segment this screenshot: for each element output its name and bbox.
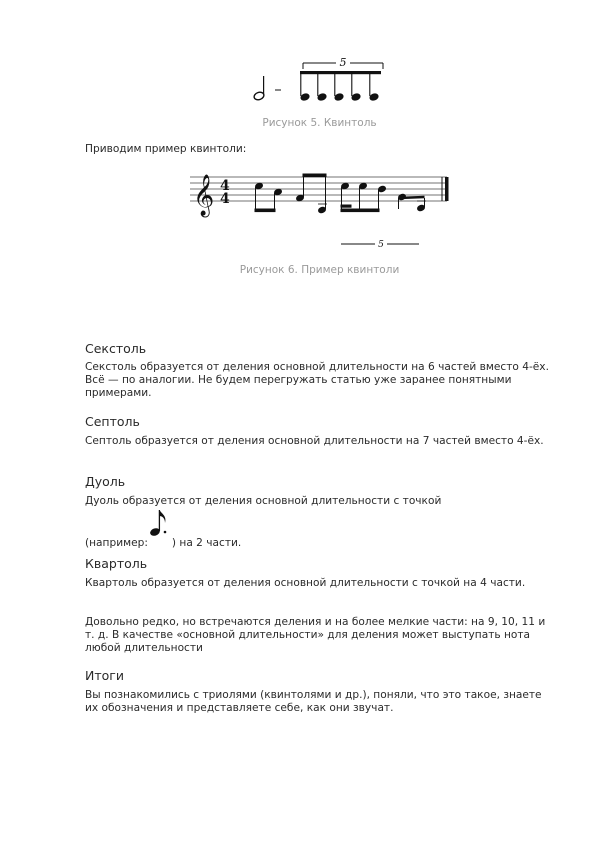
tuplet-number: 5 [339,56,347,69]
svg-text:4: 4 [220,178,230,194]
figure-6-caption: Рисунок 6. Пример квинтоли [239,264,400,276]
staff-example-image [185,164,460,256]
paragraph-duplet: Дуоль образуется от деления основной длительности с точкой [85,495,442,507]
treble-clef-icon: 𝄞 [193,175,215,216]
paragraph-summary: Вы познакомились с триолями (квинтолями и др.), поняли, что это такое, знаете их обозначения и представляете себе, как они звучат. [85,689,542,715]
intro-text: Приводим пример квинтоли: [85,143,247,155]
duplet-example-suffix: ) на 2 части. [171,537,242,549]
heading-quadruplet: Квартоль [85,556,148,571]
figure-5-caption: Рисунок 5. Квинтоль [262,117,377,129]
heading-duplet: Дуоль [85,474,126,489]
quintuplet-notation-image [245,52,395,112]
paragraph-smaller-divisions: Довольно редко, но встречаются деления и на более мелкие части: на 9, 10, 11 и т. д. В качестве «основной длительности» для деления может выступать нота любой длительности [85,616,546,655]
dotted-eighth-note-icon [149,508,171,543]
paragraph-duplet-example [85,508,555,549]
svg-text:4: 4 [220,191,230,207]
paragraph-quadruplet: Квартоль образуется от деления основной длительности с точкой на 4 части. [85,577,526,589]
figure-6-staff-example [185,164,460,256]
duplet-example-prefix: (например: [85,537,148,549]
heading-summary: Итоги [85,668,124,683]
paragraph-sextuplet: Секстоль образуется от деления основной длительности на 6 частей вместо 4-ёх. Всё — по аналогии. Не будем перегружать статью уже заранее понятными примерами. [85,361,549,400]
figure-5-quintuplet [245,52,395,112]
tuplet-number-fig6: 5 [378,240,384,250]
heading-septuplet: Септоль [85,414,140,429]
heading-sextuplet: Секстоль [85,341,147,356]
paragraph-septuplet: Септоль образуется от деления основной длительности на 7 частей вместо 4-ёх. [85,435,544,447]
